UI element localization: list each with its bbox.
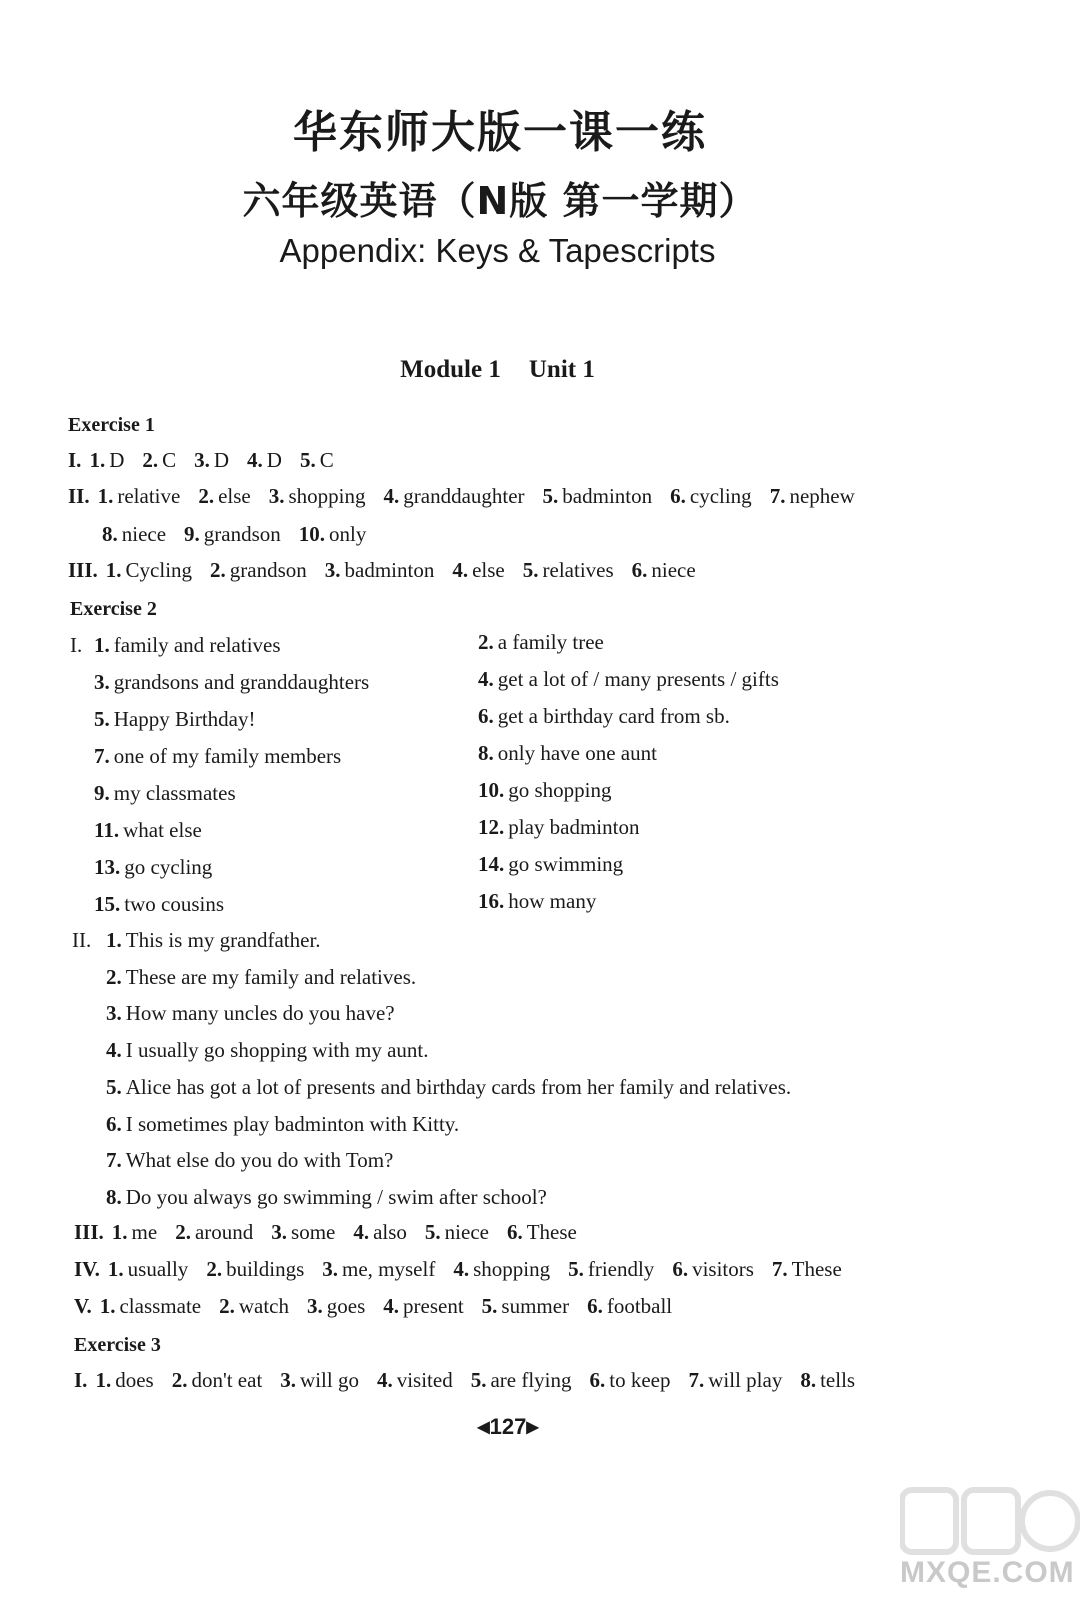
phrase-item: [478, 852, 623, 876]
answer-text: badminton: [344, 558, 435, 582]
answer-number: 8.: [102, 522, 118, 546]
ex2-I-left-row: [94, 854, 230, 880]
answer-number: 5.: [481, 1294, 498, 1318]
answer-item: [689, 1368, 783, 1392]
answer-number: 4.: [383, 1294, 400, 1318]
answer-text: else: [218, 484, 251, 508]
answer-item: [100, 1294, 201, 1318]
phrase-item: [94, 707, 255, 731]
answer-number: 4.: [247, 448, 263, 472]
ex2-I-left-row: [94, 817, 220, 843]
prev-arrow-icon: ◀: [477, 1419, 490, 1436]
answer-text: I sometimes play badminton with Kitty.: [125, 1111, 460, 1136]
answer-text: relatives: [542, 558, 614, 582]
answer-text: will go: [300, 1368, 359, 1392]
sentence-item: [106, 1185, 547, 1209]
answer-text: my classmates: [113, 781, 236, 805]
answer-text: relative: [117, 484, 181, 508]
answer-number: 6.: [106, 1111, 122, 1136]
phrase-item: [478, 630, 604, 654]
answer-item: [206, 1257, 304, 1281]
answer-item: [632, 558, 696, 582]
answer-item: [219, 1294, 289, 1318]
answer-text: does: [115, 1368, 154, 1392]
phrase-item: [94, 892, 224, 916]
answer-item: [280, 1368, 359, 1392]
answer-text: visitors: [692, 1257, 754, 1281]
answer-number: 2.: [198, 484, 215, 508]
sentence-item: [106, 1001, 395, 1025]
answer-number: 5.: [568, 1257, 584, 1281]
ex2-part-IV: [74, 1256, 860, 1282]
answer-text: C: [162, 448, 177, 472]
answer-item: [383, 1294, 463, 1318]
answer-number: 2.: [175, 1220, 191, 1244]
answer-text: This is my grandfather.: [125, 928, 321, 952]
answer-text: grandson: [229, 558, 307, 582]
ex3-part-I: [74, 1367, 873, 1393]
ex1-part-II-row1: [68, 483, 873, 509]
answer-text: granddaughter: [403, 484, 525, 508]
answer-text: how many: [508, 889, 597, 913]
ex2-II-sentence: [106, 1147, 411, 1173]
answer-text: These: [791, 1257, 842, 1281]
answer-text: go swimming: [508, 852, 624, 876]
answer-text: visited: [396, 1368, 453, 1392]
exercise-1-heading: Exercise 1: [68, 414, 155, 436]
ex2-part-III: [74, 1219, 595, 1245]
answer-text: also: [373, 1220, 407, 1244]
ex2-II-sentence: [106, 1184, 565, 1210]
ex2-I-left-row: [94, 706, 273, 732]
answer-number: 15.: [94, 892, 121, 916]
answer-number: 3.: [280, 1368, 297, 1392]
answer-number: 1.: [105, 558, 122, 582]
sentence-item: [106, 1148, 393, 1172]
answer-item: [89, 448, 124, 472]
answer-item: [482, 1294, 569, 1318]
answer-item: [108, 1257, 188, 1281]
answer-item: [800, 1368, 855, 1392]
phrase-item: [94, 633, 281, 657]
ex2-part-I-label: I.: [70, 633, 83, 657]
answer-number: 4.: [383, 484, 400, 508]
section-roman-label: I.: [68, 448, 82, 472]
answer-number: 9.: [94, 781, 110, 805]
answer-item: [590, 1368, 671, 1392]
answer-number: 4.: [478, 667, 494, 691]
ex2-I-left-row: [94, 632, 299, 658]
answer-text: around: [194, 1220, 254, 1244]
answer-item: [670, 484, 752, 508]
ex2-II-sentence: [106, 1111, 477, 1137]
ex2-II-sentence: [106, 927, 339, 953]
answer-number: 11.: [94, 818, 120, 842]
answer-text: niece: [651, 558, 696, 582]
answer-item: [672, 1257, 754, 1281]
ex2-I-right-row: [478, 740, 675, 766]
phrase-item: [478, 815, 639, 839]
answer-item: [271, 1220, 335, 1244]
answer-number: 6.: [670, 484, 686, 508]
page-number: [0, 1414, 1016, 1440]
ex2-I-left-row: [94, 743, 359, 769]
section-roman-label: II.: [68, 484, 90, 508]
answer-number: 10.: [298, 522, 326, 546]
answer-item: [112, 1220, 157, 1244]
answer-number: 1.: [111, 1220, 128, 1244]
answer-text: usually: [127, 1257, 189, 1281]
answer-number: 7.: [688, 1368, 705, 1392]
answer-item: [184, 522, 281, 546]
book-title: 华东师大版一课一练: [293, 107, 707, 158]
phrase-item: [94, 855, 212, 879]
sentence-item: [106, 1075, 791, 1099]
answer-number: 1.: [89, 448, 106, 472]
answer-item: [770, 484, 855, 508]
ex2-I-right-row: [478, 629, 622, 655]
answer-number: 6.: [589, 1368, 606, 1392]
answer-text: some: [291, 1220, 336, 1244]
answer-number: 1.: [97, 484, 114, 508]
ex2-II-sentence: [106, 1000, 413, 1026]
answer-text: football: [606, 1294, 673, 1318]
answer-item: [299, 522, 367, 546]
phrase-item: [478, 741, 657, 765]
module-heading: [0, 356, 995, 384]
ex2-I-right-row: [478, 888, 614, 914]
answer-number: 2.: [210, 558, 226, 582]
answer-number: 3.: [322, 1257, 338, 1281]
answer-number: 6.: [672, 1257, 689, 1281]
answer-number: 5.: [106, 1074, 122, 1099]
answer-text: play badminton: [508, 815, 640, 839]
answer-number: 3.: [94, 670, 110, 694]
answer-number: 6.: [631, 558, 648, 582]
phrase-item: [478, 704, 730, 728]
answer-number: 1.: [99, 1294, 116, 1318]
answer-text: two cousins: [124, 892, 224, 916]
answer-number: 3.: [271, 1220, 288, 1244]
answer-text: shopping: [288, 484, 366, 508]
section-roman-label: I.: [74, 1368, 88, 1392]
answer-item: [210, 558, 307, 582]
appendix-title: Appendix: Keys & Tapescripts: [279, 232, 716, 269]
answer-number: 5.: [542, 484, 559, 508]
answer-number: 1.: [106, 928, 122, 952]
answer-number: 5.: [299, 448, 316, 472]
answer-item: [425, 1220, 489, 1244]
ex2-I-right-row: [478, 851, 641, 877]
answer-text: friendly: [587, 1257, 655, 1281]
answer-item: [507, 1220, 577, 1244]
answer-number: 14.: [478, 852, 505, 876]
answer-text: go cycling: [124, 855, 213, 879]
answer-text: D: [266, 448, 282, 472]
answer-number: 4.: [353, 1220, 370, 1244]
answer-number: 6.: [478, 704, 494, 728]
answer-item: [322, 1257, 435, 1281]
answer-text: family and relatives: [113, 633, 281, 657]
ex2-II-sentence: [106, 1074, 809, 1100]
answer-item: [247, 448, 282, 472]
answer-item: [172, 1368, 263, 1392]
answer-text: How many uncles do you have?: [125, 1001, 395, 1026]
phrase-item: [94, 744, 341, 768]
answer-number: 1.: [94, 633, 110, 657]
answer-text: grandson: [203, 522, 281, 546]
sentence-item: [106, 928, 321, 952]
answer-text: tells: [820, 1368, 856, 1392]
answer-text: cycling: [689, 484, 752, 508]
answer-text: one of my family members: [113, 744, 342, 768]
answer-text: me: [131, 1220, 158, 1244]
answer-text: will play: [708, 1368, 783, 1392]
answer-item: [453, 1257, 550, 1281]
answer-text: Cycling: [125, 558, 193, 582]
answer-number: 4.: [453, 1257, 470, 1281]
answer-item: [269, 484, 366, 508]
answer-item: [568, 1257, 654, 1281]
ex2-I-right-row: [478, 703, 748, 729]
answer-item: [300, 448, 334, 472]
sentence-item: [106, 965, 416, 989]
answer-text: get a lot of / many presents / gifts: [497, 667, 779, 691]
answer-number: 16.: [478, 889, 505, 913]
answer-text: D: [213, 448, 230, 472]
answer-number: 7.: [106, 1148, 122, 1173]
phrase-item: [478, 778, 612, 802]
answer-text: I usually go shopping with my aunt.: [125, 1038, 429, 1063]
answer-number: 3.: [307, 1294, 323, 1318]
answer-text: are flying: [490, 1368, 572, 1392]
ex2-part-II-label: II.: [72, 928, 92, 952]
answer-text: D: [109, 448, 125, 472]
answer-number: 8.: [800, 1368, 817, 1392]
answer-item: [175, 1220, 253, 1244]
answer-text: me, myself: [342, 1257, 436, 1281]
answer-number: 3.: [106, 1001, 122, 1026]
answer-number: 5.: [94, 707, 110, 731]
answer-item: [102, 522, 166, 546]
unit-label: Unit 1: [528, 356, 595, 383]
ex2-I-left-row: [94, 780, 254, 806]
answer-item: [471, 1368, 572, 1392]
answer-number: 4.: [376, 1368, 393, 1392]
ex2-II-sentence: [106, 964, 434, 990]
answer-text: don't eat: [191, 1368, 263, 1392]
answer-text: Happy Birthday!: [113, 707, 256, 731]
answer-number: 6.: [506, 1220, 523, 1244]
answer-number: 9.: [184, 522, 200, 546]
answer-text: only have one aunt: [497, 741, 657, 765]
answer-text: only: [329, 522, 367, 546]
page-number-value: 127: [489, 1414, 527, 1439]
phrase-item: [94, 781, 236, 805]
answer-item: [452, 558, 504, 582]
answer-number: 7.: [769, 484, 786, 508]
answer-text: These are my family and relatives.: [125, 964, 417, 989]
answer-number: 12.: [478, 815, 505, 839]
answer-text: get a birthday card from sb.: [497, 704, 730, 728]
answer-text: niece: [444, 1220, 489, 1244]
answer-number: 10.: [478, 778, 505, 802]
answer-number: 7.: [94, 744, 110, 768]
answer-number: 3.: [324, 558, 341, 582]
answer-item: [194, 448, 229, 472]
next-arrow-icon: ▶: [526, 1419, 539, 1436]
ex2-I-left-row: [94, 669, 387, 695]
answer-number: 2.: [171, 1368, 188, 1392]
answer-item: [384, 484, 525, 508]
answer-text: niece: [121, 522, 167, 546]
answer-text: nephew: [789, 484, 855, 508]
exercise-2-heading: Exercise 2: [70, 598, 157, 620]
ex2-I-right-row: [478, 777, 630, 803]
answer-item: [377, 1368, 453, 1392]
answer-number: 2.: [206, 1257, 223, 1281]
answer-number: 1.: [95, 1368, 112, 1392]
answer-item: [587, 1294, 672, 1318]
ex2-I-right-row: [478, 814, 657, 840]
answer-text: a family tree: [497, 630, 604, 654]
section-roman-label: V.: [74, 1294, 92, 1318]
answer-item: [325, 558, 435, 582]
answer-text: what else: [123, 818, 202, 842]
answer-text: Alice has got a lot of presents and birthday cards from her family and relatives.: [125, 1074, 792, 1099]
ex2-I-right-row: [478, 666, 797, 692]
answer-text: to keep: [609, 1368, 671, 1392]
answer-number: 8.: [106, 1184, 122, 1209]
answer-item: [523, 558, 614, 582]
module-label: Module 1: [400, 356, 501, 383]
watermark-text: MXQE.COM: [900, 1556, 1075, 1589]
sentence-item: [106, 1038, 429, 1062]
phrase-item: [478, 889, 596, 913]
section-roman-label: III.: [68, 558, 98, 582]
answer-number: 1.: [107, 1257, 124, 1281]
answer-text: classmate: [119, 1294, 202, 1318]
answer-number: 2.: [219, 1294, 235, 1318]
answer-item: [543, 484, 653, 508]
phrase-item: [94, 670, 369, 694]
answer-text: These: [526, 1220, 577, 1244]
answer-item: [106, 558, 192, 582]
answer-text: shopping: [473, 1257, 551, 1281]
answer-text: badminton: [562, 484, 653, 508]
ex2-I-left-row: [94, 891, 242, 917]
answer-text: buildings: [226, 1257, 305, 1281]
answer-number: 2.: [142, 448, 159, 472]
answer-text: go shopping: [508, 778, 612, 802]
answer-text: present: [403, 1294, 464, 1318]
book-subtitle: 六年级英语（N版 第一学期）: [242, 179, 758, 223]
answer-number: 2.: [106, 964, 122, 989]
answer-number: 7.: [771, 1257, 788, 1281]
section-roman-label: IV.: [74, 1257, 100, 1281]
sentence-item: [106, 1112, 459, 1136]
ex1-part-I: [68, 447, 352, 473]
ex2-part-V: [74, 1293, 690, 1319]
answer-text: goes: [326, 1294, 366, 1318]
answer-number: 4.: [452, 558, 469, 582]
answer-number: 5.: [522, 558, 539, 582]
answer-item: [772, 1257, 842, 1281]
answer-number: 4.: [106, 1038, 122, 1063]
answer-number: 6.: [587, 1294, 603, 1318]
answer-number: 8.: [478, 741, 494, 765]
answer-text: watch: [238, 1294, 290, 1318]
answer-item: [353, 1220, 407, 1244]
answer-number: 3.: [194, 448, 210, 472]
answer-number: 5.: [424, 1220, 441, 1244]
answer-text: else: [472, 558, 505, 582]
ex2-II-sentence: [106, 1037, 447, 1063]
answer-number: 5.: [470, 1368, 487, 1392]
answer-text: Do you always go swimming / swim after school?: [125, 1184, 547, 1209]
exercise-3-heading: Exercise 3: [74, 1334, 161, 1356]
answer-number: 13.: [94, 855, 121, 879]
answer-number: 2.: [478, 630, 494, 654]
answer-text: grandsons and granddaughters: [113, 670, 370, 694]
answer-item: [95, 1368, 153, 1392]
answer-text: C: [319, 448, 334, 472]
ex1-part-III: [68, 557, 714, 583]
answer-text: summer: [501, 1294, 570, 1318]
ex1-part-II-row2: [102, 521, 384, 547]
phrase-item: [478, 667, 779, 691]
answer-item: [98, 484, 181, 508]
phrase-item: [94, 818, 202, 842]
answer-item: [198, 484, 250, 508]
answer-number: 3.: [268, 484, 285, 508]
answer-item: [142, 448, 176, 472]
answer-item: [307, 1294, 365, 1318]
answer-text: What else do you do with Tom?: [125, 1148, 394, 1173]
section-roman-label: III.: [74, 1220, 104, 1244]
